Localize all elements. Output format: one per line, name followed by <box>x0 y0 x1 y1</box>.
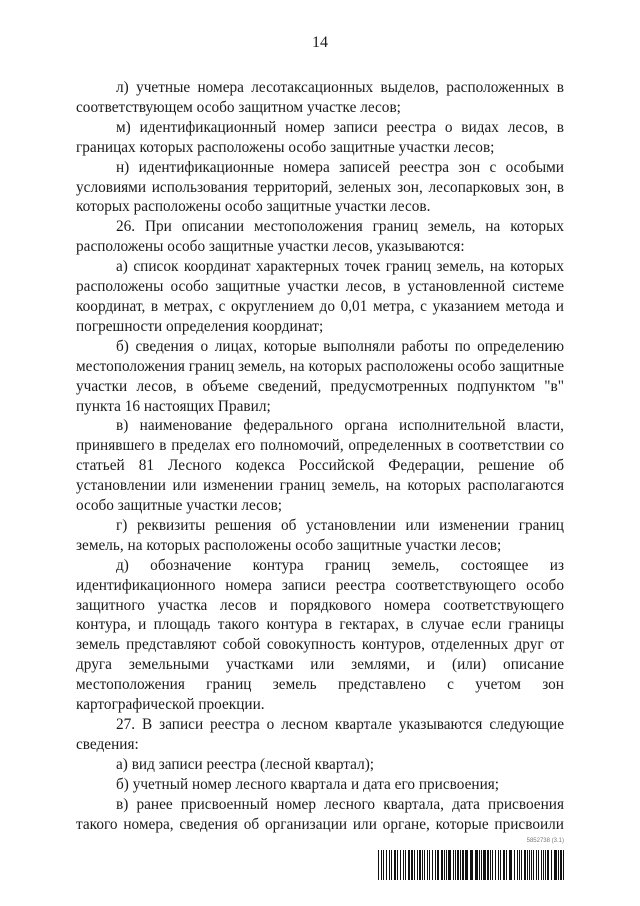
paragraph-27b: б) учетный номер лесного квартала и дата его присвоения; <box>116 775 500 793</box>
paragraph-n: н) идентификационные номера записей реестра зон с особыми условиями использования территорий, зеленых зон, лесопарковых зон, в которых расположены особо защитные участки лесов. <box>76 158 564 216</box>
page-number: 14 <box>312 34 328 51</box>
paragraph-27v: в) ранее присвоенный номер лесного квартала, дата присвоения такого номера, сведения об организации или органе, которые присвоили <box>76 795 564 833</box>
barcode-code: 5852738 (3.1) <box>526 838 564 844</box>
document-body <box>76 78 564 834</box>
paragraph-m: м) идентификационный номер записи реестра о видах лесов, в границах которых расположены особо защитные участки лесов; <box>76 118 564 156</box>
paragraph-26a: а) список координат характерных точек границ земель, на которых расположены особо защитные участки лесов, в установленной системе координат, в метрах, с округлением до 0,01 метра, с указанием метода и погрешности определения координат; <box>76 258 564 335</box>
paragraph-26v: в) наименование федерального органа исполнительной власти, принявшего в пределах его полномочий, определенных в соответствии со статьей 81 Лесного кодекса Российской Федерации, решение об установлении или изменении границ земель, на которых располагаются особо защитные участки лесов; <box>76 417 564 515</box>
paragraph-26g: г) реквизиты решения об установлении или изменении границ земель, на которых расположены особо защитные участки лесов; <box>76 516 564 554</box>
paragraph-26: 26. При описании местоположения границ земель, на которых расположены особо защитные участки лесов, указываются: <box>76 218 564 256</box>
paragraph-l: л) учетные номера лесотаксационных выделов, расположенных в соответствующем особо защитном участке лесов; <box>76 79 564 116</box>
barcode-icon <box>378 850 564 880</box>
paragraph-27a: а) вид записи реестра (лесной квартал); <box>116 755 375 773</box>
paragraph-26d: д) обозначение контура границ земель, состоящее из идентификационного номера записи реестра соответствующего особо защитного участка лесов и порядкового номера соответствующего контура, и площадь такого контура в гектарах, в случае если границы земель представляют собой совокупность контуров, отделенных друг от друга земельными участками или землями, и (или) описание местоположения границ земель представлено с учетом зон картографической проекции. <box>76 556 564 714</box>
paragraph-26b: б) сведения о лицах, которые выполняли работы по определению местоположения границ земель, на которых расположены особо защитные участки лесов, в объеме сведений, предусмотренных подпунктом "в" пункта 16 настоящих Правил; <box>76 337 564 415</box>
paragraph-27: 27. В записи реестра о лесном квартале указываются следующие сведения: <box>76 716 564 753</box>
barcode-block <box>378 838 564 882</box>
